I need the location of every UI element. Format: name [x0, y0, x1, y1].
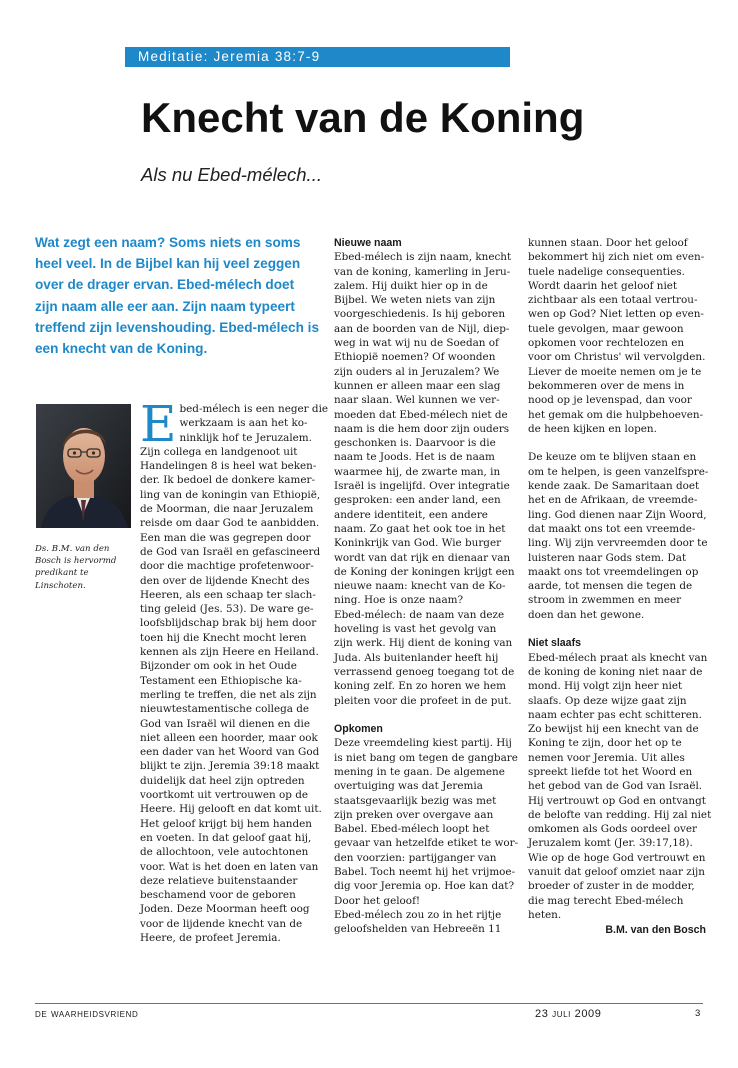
text-line: de Moorman, die naar Jeruzalem — [140, 503, 314, 516]
text-line: die mag terecht Ebed-mélech — [528, 894, 684, 907]
intro-paragraph: Wat zegt een naam? Soms niets en soms heel veel. In de Bijbel kan hij veel zeggen over de drager ervan. Ebed-mélech doet zijn naam alle eer aan. Zijn naam typeert treffend zijn levenshouding. Ebed-mélech is een knecht van de Koning. — [35, 235, 320, 357]
text-line: heten. — [528, 908, 562, 921]
text-line: wen op God? Niet letten op even- — [528, 308, 704, 321]
text-line: maakt ons tot vreemdelingen op — [528, 565, 699, 578]
text-line: gesproken: een ander land, een — [334, 494, 501, 507]
text-line: zijn werk. Hij dient de koning van — [334, 637, 513, 650]
text-line: de allochtoon, vele autochtonen — [140, 846, 309, 859]
text-line: Babel. Ebed-mélech loopt het — [334, 823, 490, 836]
text-line: zalem. Hij duikt hier op in de — [334, 279, 488, 292]
text-line: De keuze om te blijven staan en — [528, 451, 697, 464]
text-line: Handelingen 8 is heel wat beken- — [140, 460, 317, 473]
text-line: Ebed-mélech: de naam van deze — [334, 608, 505, 621]
text-line: duidelijk dat heel zijn optreden — [140, 774, 305, 787]
text-line: Testament een Ethiopische ka- — [140, 674, 302, 687]
text-line: toen hij die Knecht mocht leren — [140, 631, 307, 644]
text-line: het en de Afrikaan, de vreemde- — [528, 494, 698, 507]
text-line: mening in te gaan. De algemene — [334, 765, 505, 778]
text-line: om te helpen, is geen vanzelfspre- — [528, 465, 709, 478]
author-signature: B.M. van den Bosch — [605, 924, 706, 937]
text-line: zijn ouders al in Jeruzalem? We — [334, 365, 500, 378]
text-line: voor de lijdende knecht van de — [140, 917, 303, 930]
text-line: hoveling is vast het gevolg van — [334, 623, 497, 636]
text-line: Bijzonder om ook in het Oude — [140, 660, 297, 673]
article-column-3 — [528, 236, 712, 938]
text-line: Koning te zijn, door het op te — [528, 737, 682, 750]
text-line: broeder of zuster in de modder, — [528, 880, 695, 893]
text-line: dat maakt ons tot een vreemde- — [528, 522, 696, 535]
text-line: Heeren, als een schaap ter slach- — [140, 588, 316, 601]
text-line: der. Ik bedoel de donkere kamer- — [140, 474, 315, 487]
footer-date: 23 juli 2009 — [535, 1008, 602, 1020]
text-line: Juda. Als buitenlander heeft hij — [334, 651, 499, 664]
text-line: kunnen staan. Door het geloof — [528, 237, 688, 249]
text-line: Heere. Hij gelooft en dat komt uit. — [140, 803, 322, 816]
text-line: naam. Zo gaat het ook toe in het — [334, 522, 506, 535]
text-line: aan de boorden van de Nijl, diep- — [334, 322, 510, 335]
text-line: weg in wat wij nu de Soedan of — [334, 337, 499, 350]
text-line: voortkomt uit vertrouwen op de — [140, 789, 309, 802]
text-line: stroom in zwemmen en meer — [528, 594, 682, 607]
text-line: ning. Hoe is onze naam? — [334, 594, 464, 607]
text-line: den voorzien: partijganger van — [334, 851, 497, 864]
text-line: Wordt daarin het geloof niet — [528, 279, 678, 292]
text-line: loofsblijdschap brak bij hem door — [140, 617, 317, 630]
text-line: werkzaam is aan het ko- — [179, 417, 308, 430]
section-nieuwe-naam-text — [334, 250, 514, 708]
article-title: Knecht van de Koning — [141, 94, 585, 141]
text-line: moeden dat Ebed-mélech niet de — [334, 408, 508, 421]
text-line: Babel. Toch neemt hij het vrijmoe- — [334, 866, 516, 879]
text-line: reisde om daar God te aanbidden. — [140, 517, 320, 530]
text-line: Door het geloof! — [334, 894, 421, 907]
text-line: tuele gevolgen, maar gewoon — [528, 322, 684, 335]
text-line: vanuit dat geloof omziet naar zijn — [528, 866, 705, 879]
text-line: Heere, de profeet Jeremia. — [140, 931, 281, 944]
text-line: opkomen voor rechtelozen en — [528, 337, 685, 350]
text-line: slaafs. Op deze wijze gaat zijn — [528, 694, 687, 707]
footer-page-number: 3 — [695, 1008, 701, 1019]
text-line: door die machtige profetenwoor- — [140, 560, 314, 573]
text-line: nood op je levenspad, dan voor — [528, 394, 692, 407]
text-line: God van Israël wil dienen en die — [140, 717, 311, 730]
text-line: nieuwe naam: knecht van de Ko- — [334, 580, 506, 593]
text-line: Deze vreemdeling kiest partij. Hij — [334, 737, 512, 750]
text-line: voorgeschiedenis. Is hij geboren — [334, 308, 506, 321]
section-opkomen-text — [334, 736, 519, 936]
text-line: blijkt te zijn. Jeremia 39:18 maakt — [140, 760, 320, 773]
text-line: voor. Wat is het doen en laten van — [140, 860, 319, 873]
text-line: een dader van het Woord van God — [140, 746, 320, 759]
text-line: de koning de koning niet naar de — [528, 665, 703, 678]
text-line: den over de lijdende Knecht des — [140, 574, 310, 587]
text-line: kende zaak. De Samaritaan doet — [528, 480, 700, 493]
text-line: overtuiging was dat Jeremia — [334, 780, 483, 793]
text-line: Israël is ingelijfd. Over integratie — [334, 480, 510, 493]
text-line: ting geleid (Jes. 53). De ware ge- — [140, 603, 314, 616]
text-line: pleiten voor die profeet in de put. — [334, 694, 512, 707]
subheading-niet-slaafs: Niet slaafs — [528, 637, 581, 650]
text-line: de belofte van redding. Hij zal niet — [528, 808, 712, 821]
text-line: van de koning, kamerling in Jeru- — [334, 265, 511, 278]
text-line: verrassend genoeg toegang tot de — [334, 665, 515, 678]
text-line: nieuwtestamentische collega de — [140, 703, 310, 716]
text-line: naam is die hem door zijn ouders — [334, 422, 510, 435]
text-line: het gemak om die hulpbehoeven- — [528, 408, 704, 421]
text-line: Ethiopië noemen? Of woonden — [334, 351, 496, 364]
text-line: de heen kijken en lopen. — [528, 422, 657, 435]
drop-cap: E — [140, 395, 177, 453]
text-line: naam echter pas echt schitteren. — [528, 708, 702, 721]
text-line: voor om Christus' wil vervolgden. — [528, 351, 706, 364]
text-line: niet alleen een hoorder, maar ook — [140, 731, 318, 744]
text-line: zijn preken over overgave aan — [334, 808, 494, 821]
text-line: aarde, tot mensen die tegen de — [528, 580, 693, 593]
portrait-image — [36, 404, 131, 528]
text-line: koning zelf. En zo horen we hem — [334, 680, 506, 693]
text-line: ling van de koningin van Ethiopië, — [140, 488, 321, 501]
subheading-nieuwe-naam: Nieuwe naam — [334, 237, 402, 249]
footer-publication: de waarheidsvriend — [35, 1008, 139, 1020]
article-column-1 — [140, 395, 329, 945]
article-subtitle: Als nu Ebed-mélech... — [141, 164, 322, 185]
text-line: staatsgevaarlijk bezig was met — [334, 794, 497, 807]
text-line: Ebed-mélech zou zo in het rijtje — [334, 908, 502, 921]
text-line: wordt van dat rijk en dienaar van — [334, 551, 511, 564]
text-line: Joden. Deze Moorman heeft oog — [140, 903, 310, 916]
text-line: merling te treffen, die net als zijn — [140, 688, 317, 701]
section-niet-slaafs-text — [528, 651, 712, 923]
text-line: Hij vertrouwt op God en ontvangt — [528, 794, 706, 807]
text-line: de God van Israël en gefascineerd — [140, 545, 321, 558]
section-continued-text — [528, 236, 706, 436]
text-line: Liever de moeite nemen om je te — [528, 365, 702, 378]
text-line: naam te Joods. Het is de naam — [334, 451, 495, 464]
text-line: geloofshelden van Hebreeën 11 — [334, 923, 502, 936]
text-line: Ebed-mélech praat als knecht van — [528, 651, 708, 664]
text-line: Jeruzalem komt (Jer. 39:17,18). — [528, 837, 693, 850]
author-portrait-photo — [36, 404, 131, 528]
text-line: naar slaan. Wel kunnen we ver- — [334, 394, 500, 407]
text-line: gevaar van hetzelfde etiket te wor- — [334, 837, 519, 850]
text-line: kennen als zijn Heere en Heiland. — [140, 646, 319, 659]
text-line: geschonken is. Daarvoor is die — [334, 437, 496, 450]
text-line: beschamend voor de geboren — [140, 889, 296, 902]
text-line: doen dan het gewone. — [528, 608, 645, 621]
text-line: bed-mélech is een neger die — [179, 403, 329, 415]
subheading-opkomen: Opkomen — [334, 723, 383, 736]
text-line: luisteren naar Gods stem. Dat — [528, 551, 687, 564]
photo-caption: Ds. B.M. van den Bosch is hervormd predikant te Linschoten. — [35, 544, 117, 591]
text-line: andere identiteit, een andere — [334, 508, 488, 521]
text-line: Het geloof krijgt bij hem handen — [140, 817, 312, 830]
section-keuze-text — [528, 450, 709, 622]
text-line: bekommert hij zich niet om even- — [528, 251, 705, 264]
text-line: ling. Wij zijn vervreemden door te — [528, 537, 708, 550]
text-line: kunnen er alleen maar een slag — [334, 379, 501, 392]
article-column-2 — [334, 236, 519, 937]
text-line: Zijn collega en landgenoot uit — [140, 445, 298, 458]
text-line: spreekt liefde tot het Woord en — [528, 765, 693, 778]
text-line: is niet bang om tegen de gangbare — [334, 751, 518, 764]
footer-rule — [35, 1003, 703, 1004]
text-line: Bijbel. We weten niets van zijn — [334, 294, 496, 307]
text-line: ninklijk hof te Jeruzalem. — [179, 431, 312, 444]
column-1-text — [140, 395, 329, 945]
text-line: deze relatieve buitenstaander — [140, 874, 298, 887]
text-line: waarmee hij, de zwarte man, in — [334, 465, 501, 478]
text-line: Koninkrijk van God. Wie burger — [334, 537, 502, 550]
text-line: Ebed-mélech is zijn naam, knecht — [334, 251, 512, 264]
text-line: nemen voor Jeremia. Uit alles — [528, 751, 685, 764]
section-banner: Meditatie: Jeremia 38:7-9 — [125, 47, 510, 67]
text-line: zichtbaar als een totaal vertrou- — [528, 294, 698, 307]
text-line: ling. God dienen naar Zijn Woord, — [528, 508, 707, 521]
text-line: Zo bewijst hij een knecht van de — [528, 723, 699, 736]
text-line: de Koning der koningen krijgt een — [334, 565, 515, 578]
text-line: bekommeren over de mens in — [528, 379, 685, 392]
text-line: Een man die was gegrepen door — [140, 531, 311, 544]
text-line: dig voor Jeremia op. Hoe kan dat? — [334, 880, 515, 893]
text-line: omkomen als Gods oordeel over — [528, 823, 697, 836]
text-line: Wie op de hoge God vertrouwt en — [528, 851, 706, 864]
text-line: het gebod van de God van Israël. — [528, 780, 703, 793]
text-line: mond. Hij volgt zijn heer niet — [528, 680, 683, 693]
text-line: en voeten. In dat geloof gaat hij, — [140, 831, 312, 844]
text-line: tuele nadelige consequenties. — [528, 265, 685, 278]
